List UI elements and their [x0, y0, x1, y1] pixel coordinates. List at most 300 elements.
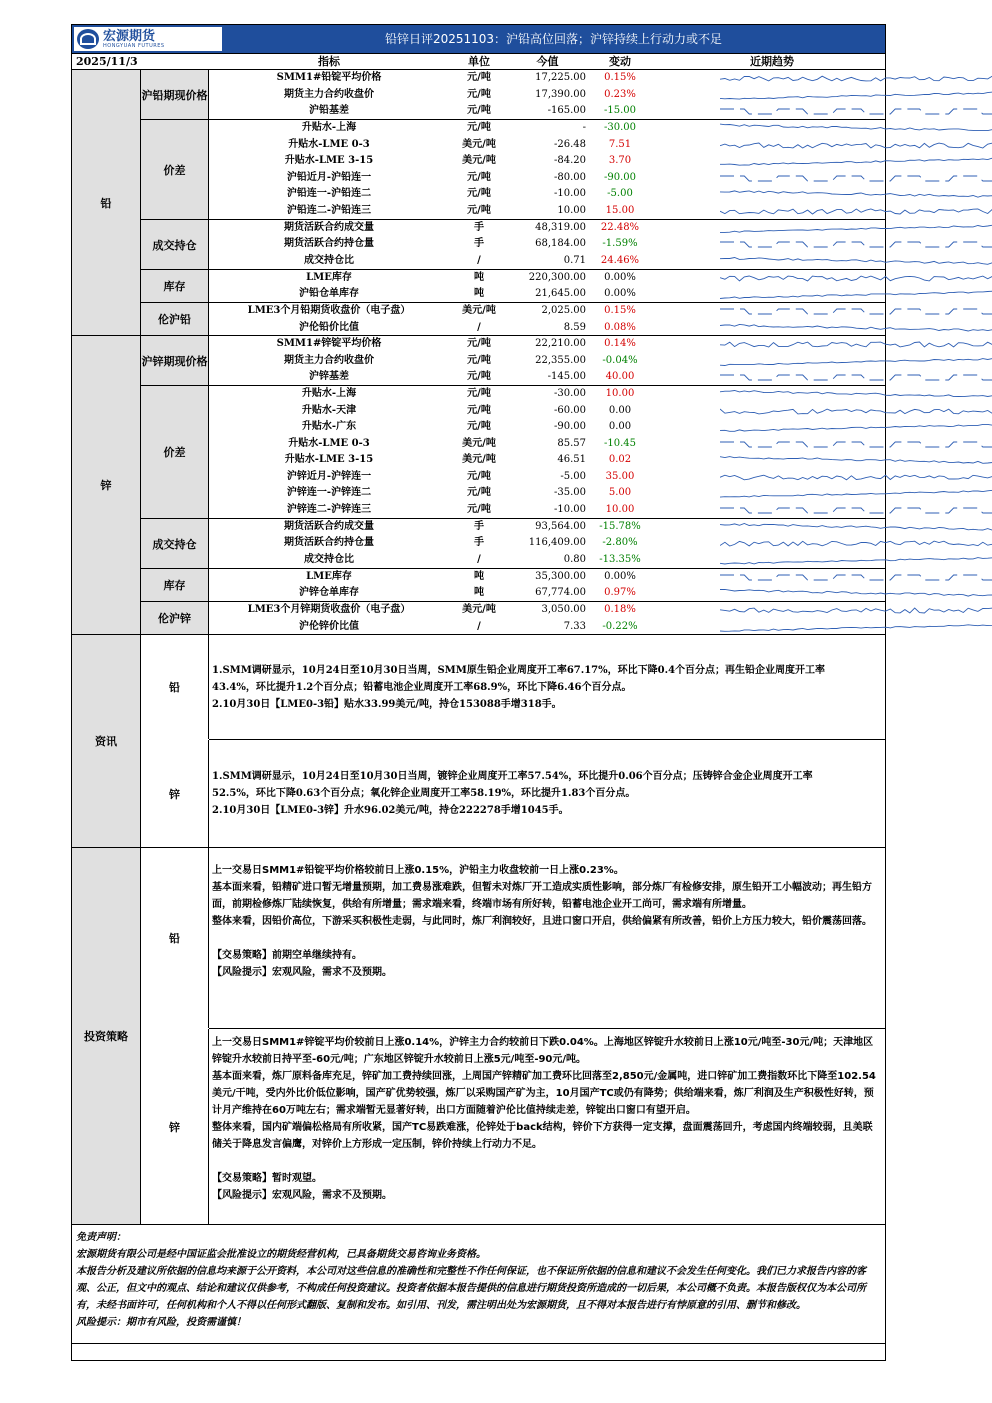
sparkline-path: [720, 575, 992, 580]
table-row: [209, 419, 885, 436]
indicator-unit: 元/吨: [467, 470, 491, 482]
sparkline-path: [720, 257, 992, 264]
sparkline-path: [720, 457, 992, 464]
report-sheet: [71, 24, 886, 1361]
strategy-lead-para: 上一交易日SMM1#铅锭平均价格较前日上涨0.15%，沪铅主力收盘较前一日上涨0.23%。: [212, 865, 624, 876]
indicator-change: -2.80%: [602, 537, 638, 548]
indicator-value: 67,774.00: [535, 587, 586, 598]
sparkline-path: [720, 76, 992, 81]
strategy-lead-para: 【风险提示】宏观风险，需求不及预期。: [212, 967, 392, 978]
table-row: [209, 452, 885, 469]
sparkline-path: [720, 143, 992, 148]
indicator-change: 0.08%: [604, 321, 636, 333]
indicator-name: 沪伦铅价比值: [299, 321, 359, 333]
indicator-value: -165.00: [547, 105, 586, 116]
sparkline-path: [720, 124, 992, 131]
strategy-zinc-para: 上一交易日SMM1#锌锭平均价较前日上涨0.14%，沪锌主力合约较前日下跌0.04%。上海地区锌锭升水较前日上涨10元/吨至-30元/吨；天津地区锌锭升水较前日持平至-60元/吨；广东地区锌锭升水较前日上涨5元/吨至-90元/吨。: [212, 1037, 874, 1065]
zinc-section: [71, 336, 886, 635]
strategy-category: 投资策略: [72, 848, 141, 1224]
indicator-unit: 美元/吨: [462, 138, 496, 150]
indicator-unit: 手: [474, 520, 484, 532]
indicator-name: 升贴水-LME 0-3: [288, 437, 370, 449]
sparkline-path: [720, 109, 992, 114]
indicator-name: 升贴水-LME 3-15: [284, 454, 374, 465]
trend-sparkline: [720, 422, 992, 433]
indicator-value: -30.00: [553, 388, 586, 399]
indicator-unit: 吨: [474, 587, 484, 598]
zinc-category: 锌: [72, 336, 141, 634]
indicator-name: 沪锌基差: [309, 371, 349, 382]
strategy-lead-para: 【交易策略】前期空单继续持有。: [212, 950, 362, 961]
news-lead-label: 铅: [141, 635, 209, 739]
table-row: [209, 569, 885, 586]
indicator-name: LME库存: [306, 271, 352, 283]
strategy-lead-text: [212, 862, 879, 981]
indicator-value: 116,409.00: [528, 537, 586, 548]
table-row: [209, 552, 885, 569]
lead-group-spread: 价差: [141, 120, 209, 220]
indicator-change: 0.02: [608, 454, 632, 465]
trend-sparkline: [720, 588, 992, 599]
indicator-change: 0.00%: [604, 271, 636, 283]
trend-sparkline: [720, 505, 992, 516]
sparkline-path: [720, 309, 992, 314]
indicator-unit: 元/吨: [467, 105, 491, 116]
indicator-name: LME3个月铅期货收盘价（电子盘）: [247, 305, 411, 316]
sparkline-path: [720, 442, 992, 447]
indicator-change: 10.00: [605, 388, 635, 399]
strategy-section: [71, 848, 886, 1225]
table-row: [209, 535, 885, 552]
indicator-name: 升贴水-天津: [301, 404, 357, 416]
indicator-change: 0.14%: [604, 338, 636, 349]
indicator-change: -5.00: [607, 188, 633, 199]
indicator-name: 期货主力合约收盘价: [284, 354, 374, 366]
trend-sparkline: [720, 90, 992, 101]
strategy-zinc-para: 基本面来看，炼厂原料备库充足，锌矿加工费持续回涨，上周国产锌精矿加工费环比回落至2,850元/金属吨，进口锌矿加工费指数环比下降至102.54美元/干吨，受内外比价低位影响，国产矿优势较强，炼厂以采购国产矿为主，10月国产TC或仍有降势；供给端来看，炼厂利润及生产积极性好转，预计月产维持在60万吨左右；需求端暂无显著好转，出口方面随着沪伦比值持续走差，锌锭出口窗口有望开启。: [212, 1071, 876, 1116]
indicator-change: 22.48%: [600, 221, 640, 233]
lead-section: [71, 70, 886, 336]
trend-sparkline: [720, 273, 992, 284]
indicator-value: 0.71: [563, 254, 586, 266]
indicator-name: 期货活跃合约成交量: [284, 520, 374, 532]
sparkline-path: [720, 291, 992, 299]
indicator-value: -10.00: [553, 503, 586, 515]
table-row: [209, 369, 885, 386]
indicator-change: 0.00: [608, 404, 632, 416]
indicator-value: 17,390.00: [535, 88, 586, 100]
sparkline-path: [720, 490, 992, 497]
table-row: [209, 103, 885, 120]
news-zinc-line: 1.SMM调研显示，10月24日至10月30日当周，镀锌企业周度开工率57.54%，环比提升0.06个百分点；压铸锌合金企业周度开工率: [212, 771, 813, 782]
company-logo: [74, 27, 222, 51]
indicator-value: 22,210.00: [535, 338, 586, 349]
strategy-lead-para: 整体来看，因铅价高位，下游采买积极性走弱，与此同时，炼厂利润较好，且进口窗口开启，供给偏紧有所改善，铅价上方压力较大，铅价震荡回落。: [212, 916, 872, 927]
sparkline-path: [720, 475, 992, 480]
lead-group-volume: 成交持仓: [141, 220, 209, 270]
sparkline-path: [720, 324, 992, 331]
lead-group-lme: 伦沪铅: [141, 303, 209, 335]
indicator-unit: 吨: [474, 271, 484, 283]
zinc-group-spread: 价差: [141, 386, 209, 519]
indicator-change: 35.00: [605, 470, 635, 482]
sparkline-path: [720, 623, 992, 630]
table-row: [209, 137, 885, 154]
indicator-unit: /: [477, 254, 481, 266]
disclaimer-line: 本报告分析及建议所依据的信息均来源于公开资料，本公司对这些信息的准确性和完整性不作任何保证，也不保证所依据的信息和建议不会发生任何变化。我们已力求报告内容的客观、公正，但文中的观点、结论和建议仅供参考，不构成任何投资建议。投资者依据本报告提供的信息进行期货投资所造成的一切后果，本公司概不负责。本报告版权仅为本公司所有，未经书面许可，任何机构和个人不得以任何形式翻版、复制和发布。如引用、刊发，需注明出处为宏源期货，且不得对本报告进行有悖原意的引用、删节和修改。: [76, 1266, 866, 1311]
indicator-change: 5.00: [608, 487, 632, 498]
sparkline-path: [720, 424, 992, 431]
table-row: [209, 286, 885, 303]
indicator-name: 期货活跃合约成交量: [284, 221, 374, 233]
indicator-value: -5.00: [560, 470, 586, 482]
indicator-change: 24.46%: [600, 254, 640, 266]
indicator-value: 21,645.00: [535, 288, 586, 299]
zinc-group-price: 沪锌期现价格: [141, 336, 209, 386]
indicator-value: 220,300.00: [528, 271, 586, 283]
table-row: [209, 619, 885, 636]
indicator-value: 46.51: [557, 454, 586, 465]
indicator-change: -13.35%: [599, 553, 641, 565]
sparkline-path: [720, 557, 992, 563]
sparkline-path: [720, 176, 992, 181]
indicator-unit: 美元/吨: [462, 604, 496, 615]
disclaimer-risk: 风险提示：期市有风险，投资需谨慎！: [76, 1317, 246, 1328]
strategy-zinc-para: 【风险提示】宏观风险，需求不及预期。: [212, 1190, 392, 1201]
sparkline-path: [720, 391, 992, 398]
sparkline-path: [720, 158, 992, 165]
table-row: [209, 270, 885, 287]
indicator-unit: 元/吨: [467, 171, 491, 183]
trend-sparkline: [720, 372, 992, 383]
indicator-value: 22,355.00: [535, 354, 586, 366]
indicator-name: 期货活跃合约持仓量: [284, 537, 374, 548]
table-row: [209, 70, 885, 87]
indicator-unit: 元/吨: [467, 338, 491, 349]
indicator-name: 沪锌近月-沪锌连一: [286, 470, 372, 482]
indicator-value: 48,319.00: [535, 221, 586, 233]
indicator-change: -0.04%: [602, 354, 638, 366]
trend-sparkline: [720, 123, 992, 134]
indicator-name: 期货主力合约收盘价: [284, 88, 374, 100]
indicator-unit: 元/吨: [467, 371, 491, 382]
indicator-change: -1.59%: [602, 238, 638, 249]
indicator-value: -84.20: [553, 155, 586, 166]
indicator-name: 沪锌仓单库存: [299, 587, 359, 598]
indicator-unit: 元/吨: [467, 487, 491, 498]
news-zinc-line: 52.5%，环比下降0.63个百分点；氧化锌企业周度开工率58.19%，环比提升1.83个百分点。: [212, 788, 636, 799]
indicator-unit: 元/吨: [467, 503, 491, 515]
indicator-value: 3,050.00: [541, 604, 586, 615]
zinc-group-volume: 成交持仓: [141, 519, 209, 569]
trend-sparkline: [720, 173, 992, 184]
trend-sparkline: [720, 223, 992, 234]
strategy-lead-blank: [212, 930, 879, 947]
news-section: [71, 635, 886, 848]
indicator-value: 8.59: [563, 321, 586, 333]
indicator-unit: /: [477, 620, 481, 632]
trend-sparkline: [720, 256, 992, 267]
trend-sparkline: [720, 323, 992, 334]
indicator-change: 0.15%: [604, 72, 636, 83]
news-lead-line: 43.4%，环比提升1.2个百分点；铅蓄电池企业周度开工率68.9%，环比下降6.46个百分点。: [212, 682, 632, 693]
trend-sparkline: [720, 206, 992, 217]
strategy-lead-para: 基本面来看，铅精矿进口暂无增量预期，加工费易涨难跌，但暂未对炼厂开工造成实质性影响，部分炼厂有检修安排，原生铅开工小幅波动；再生铅方面，前期检修炼厂陆续恢复，供给有所增量；需求端来看，终端市场有所好转，铅蓄电池企业开工尚可，需求端有所增量。: [212, 882, 872, 910]
indicator-change: 0.00%: [604, 570, 636, 582]
sparkline-path: [720, 523, 992, 530]
disclaimer-title: 免责声明：: [76, 1232, 126, 1243]
indicator-change: -30.00: [603, 122, 636, 133]
strategy-zinc-blank: [212, 1153, 879, 1170]
sparkline-path: [720, 541, 992, 546]
column-header-row: [71, 54, 886, 70]
indicator-change: -15.78%: [599, 520, 641, 532]
trend-sparkline: [720, 339, 992, 350]
indicator-change: 0.97%: [604, 587, 636, 598]
indicator-name: 成交持仓比: [304, 553, 354, 565]
table-row: [209, 519, 885, 536]
indicator-name: 沪伦锌价比值: [299, 620, 359, 632]
indicator-unit: 美元/吨: [462, 454, 496, 465]
indicator-unit: 元/吨: [467, 122, 491, 133]
indicator-unit: 吨: [474, 288, 484, 299]
indicator-value: -10.00: [553, 188, 586, 199]
trend-sparkline: [720, 289, 992, 300]
trend-sparkline: [720, 106, 992, 117]
indicator-change: 0.15%: [604, 305, 636, 316]
sparkline-path: [720, 191, 992, 197]
trend-sparkline: [720, 356, 992, 367]
indicator-unit: 元/吨: [467, 388, 491, 399]
col-indicator: 指标: [318, 55, 340, 68]
table-row: [209, 585, 885, 602]
trend-sparkline: [720, 406, 992, 417]
indicator-unit: 吨: [474, 570, 484, 582]
table-row: [209, 236, 885, 253]
sparkline-path: [720, 209, 992, 214]
indicator-name: 升贴水-LME 3-15: [284, 155, 374, 166]
sparkline-path: [720, 342, 992, 347]
indicator-name: 升贴水-上海: [301, 122, 357, 133]
sparkline-path: [720, 375, 992, 380]
sparkline-path: [720, 508, 992, 513]
indicator-unit: /: [477, 321, 481, 333]
trend-sparkline: [720, 472, 992, 483]
table-row: [209, 353, 885, 370]
trend-sparkline: [720, 522, 992, 533]
indicator-unit: 元/吨: [467, 404, 491, 416]
indicator-name: 成交持仓比: [304, 254, 354, 266]
table-row: [209, 87, 885, 104]
indicator-name: 沪铅基差: [309, 105, 349, 116]
indicator-change: 15.00: [605, 204, 635, 216]
table-row: [209, 303, 885, 320]
table-row: [209, 403, 885, 420]
indicator-name: 期货活跃合约持仓量: [284, 238, 374, 249]
lead-group-stock: 库存: [141, 270, 209, 303]
table-row: [209, 203, 885, 220]
col-change: 变动: [609, 55, 631, 68]
table-row: [209, 170, 885, 187]
news-zinc-text: [212, 768, 879, 819]
indicator-name: 沪铅近月-沪铅连一: [286, 171, 372, 183]
indicator-change: 40.00: [605, 371, 635, 382]
indicator-value: 7.33: [563, 620, 586, 632]
trend-sparkline: [720, 156, 992, 167]
table-row: [209, 485, 885, 502]
trend-sparkline: [720, 189, 992, 200]
indicator-change: 0.23%: [604, 88, 636, 100]
indicator-change: 0.00: [608, 421, 632, 432]
trend-sparkline: [720, 455, 992, 466]
indicator-value: 17,225.00: [535, 72, 586, 83]
indicator-value: 68,184.00: [535, 238, 586, 249]
sparkline-path: [720, 92, 992, 99]
indicator-unit: 美元/吨: [462, 305, 496, 316]
indicator-value: 2,025.00: [541, 305, 586, 316]
indicator-unit: 手: [474, 537, 484, 548]
report-header: [71, 24, 886, 54]
report-title: 铅锌日评20251103：沪铅高位回落；沪锌持续上行动力或不足: [384, 32, 723, 46]
lead-group-price: 沪铅期现价格: [141, 70, 209, 120]
logo-english: HONGYUAN FUTURES: [103, 42, 165, 49]
indicator-unit: 手: [474, 238, 484, 249]
sparkline-path: [720, 276, 992, 281]
indicator-name: SMM1#锌锭平均价格: [276, 338, 382, 349]
table-row: [209, 253, 885, 270]
col-today: 今值: [536, 55, 559, 68]
trend-sparkline: [720, 605, 992, 616]
news-zinc-label: 锌: [141, 740, 209, 847]
trend-sparkline: [720, 73, 992, 84]
sparkline-path: [720, 409, 992, 414]
news-lead-line: 2.10月30日【LME0-3铅】贴水33.99美元/吨，持仓153088手增318手。: [212, 699, 562, 710]
trend-sparkline: [720, 239, 992, 250]
indicator-name: 沪铅连二-沪铅连三: [286, 204, 372, 216]
trend-sparkline: [720, 140, 992, 151]
indicator-unit: 元/吨: [467, 354, 491, 366]
trend-sparkline: [720, 538, 992, 549]
col-trend: 近期趋势: [750, 55, 794, 68]
indicator-unit: 元/吨: [467, 421, 491, 432]
indicator-unit: 元/吨: [467, 72, 491, 83]
indicator-name: 沪锌连二-沪锌连三: [286, 503, 372, 515]
sparkline-path: [720, 224, 992, 232]
trend-sparkline: [720, 439, 992, 450]
indicator-name: 升贴水-LME 0-3: [288, 138, 370, 150]
indicator-value: -145.00: [547, 371, 586, 382]
zinc-group-lme: 伦沪锌: [141, 602, 209, 634]
indicator-name: 沪铅仓单库存: [299, 288, 359, 299]
indicator-value: 93,564.00: [535, 520, 586, 532]
report-date: 2025/11/3: [76, 55, 138, 68]
indicator-change: -10.45: [603, 437, 636, 449]
indicator-change: -15.00: [603, 105, 636, 116]
indicator-value: -35.00: [553, 487, 586, 498]
indicator-unit: /: [477, 553, 481, 565]
indicator-value: 10.00: [557, 204, 586, 216]
indicator-name: SMM1#铅锭平均价格: [276, 72, 382, 83]
indicator-change: 3.70: [608, 155, 632, 166]
logo-name: 宏源期货: [103, 28, 156, 44]
table-row: [209, 602, 885, 619]
indicator-unit: 美元/吨: [462, 437, 496, 449]
indicator-unit: 美元/吨: [462, 155, 496, 166]
disclaimer: [71, 1225, 886, 1344]
table-row: [209, 386, 885, 403]
indicator-name: 升贴水-上海: [301, 388, 357, 399]
indicator-value: 0.80: [563, 553, 586, 565]
indicator-change: 10.00: [605, 503, 635, 515]
indicator-change: -90.00: [603, 171, 636, 183]
trend-sparkline: [720, 488, 992, 499]
trend-sparkline: [720, 306, 992, 317]
logo-mark-icon: [77, 29, 99, 49]
indicator-value: 85.57: [557, 437, 586, 449]
news-lead-line: 1.SMM调研显示，10月24日至10月30日当周，SMM原生铅企业周度开工率67.17%，环比下降0.4个百分点；再生铅企业周度开工率: [212, 665, 826, 676]
table-row: [209, 186, 885, 203]
strategy-zinc-para: 整体来看，国内矿端偏松格局有所收紧，国产TC易跌难涨，伦锌处于back结构，锌价下方获得一定支撑，盘面震荡回升，考虑国内终端较弱，且美联储关于降息发言偏鹰，对锌价上方形成一定压制，锌价持续上行动力不足。: [212, 1122, 873, 1150]
indicator-unit: 元/吨: [467, 204, 491, 216]
sparkline-path: [720, 358, 992, 365]
table-row: [209, 153, 885, 170]
indicator-value: 35,300.00: [535, 570, 586, 582]
disclaimer-line: 宏源期货有限公司是经中国证监会批准设立的期货经营机构，已具备期货交易咨询业务资格。: [76, 1249, 486, 1260]
indicator-value: -26.48: [553, 138, 586, 150]
indicator-value: -80.00: [553, 171, 586, 183]
indicator-name: LME库存: [306, 570, 352, 582]
indicator-value: -60.00: [553, 404, 586, 416]
sparkline-path: [720, 589, 992, 596]
news-category: 资讯: [72, 635, 141, 847]
indicator-change: 7.51: [608, 138, 632, 150]
strategy-zinc-para: 【交易策略】暂时观望。: [212, 1173, 322, 1184]
news-lead-text: [212, 662, 879, 713]
indicator-change: 0.00%: [604, 288, 636, 299]
strategy-zinc-text: [212, 1034, 879, 1204]
indicator-name: 升贴水-广东: [301, 421, 357, 432]
indicator-value: -: [582, 122, 586, 133]
table-row: [209, 436, 885, 453]
table-row: [209, 469, 885, 486]
sparkline-path: [720, 242, 992, 247]
col-unit: 单位: [468, 55, 490, 68]
table-row: [209, 120, 885, 137]
indicator-unit: 手: [474, 221, 484, 233]
table-row: [209, 220, 885, 237]
trend-sparkline: [720, 622, 992, 633]
indicator-name: LME3个月锌期货收盘价（电子盘）: [247, 604, 411, 615]
indicator-unit: 元/吨: [467, 88, 491, 100]
table-row: [209, 336, 885, 353]
indicator-change: -0.22%: [602, 620, 638, 632]
sparkline-path: [720, 608, 992, 613]
zinc-group-stock: 库存: [141, 569, 209, 602]
news-zinc-line: 2.10月30日【LME0-3锌】升水96.02美元/吨，持仓222278手增1045手。: [212, 805, 569, 816]
indicator-value: -90.00: [553, 421, 586, 432]
indicator-unit: 元/吨: [467, 188, 491, 199]
strategy-lead-label: 铅: [141, 848, 209, 1028]
table-row: [209, 502, 885, 519]
footer-blank-row: [71, 1344, 886, 1361]
trend-sparkline: [720, 555, 992, 566]
table-row: [209, 320, 885, 337]
lead-category: 铅: [72, 70, 141, 335]
indicator-name: 沪铅连一-沪铅连二: [286, 188, 372, 199]
strategy-zinc-label: 锌: [141, 1029, 209, 1224]
indicator-name: 沪锌连一-沪锌连二: [286, 487, 372, 498]
indicator-change: 0.18%: [604, 604, 636, 615]
